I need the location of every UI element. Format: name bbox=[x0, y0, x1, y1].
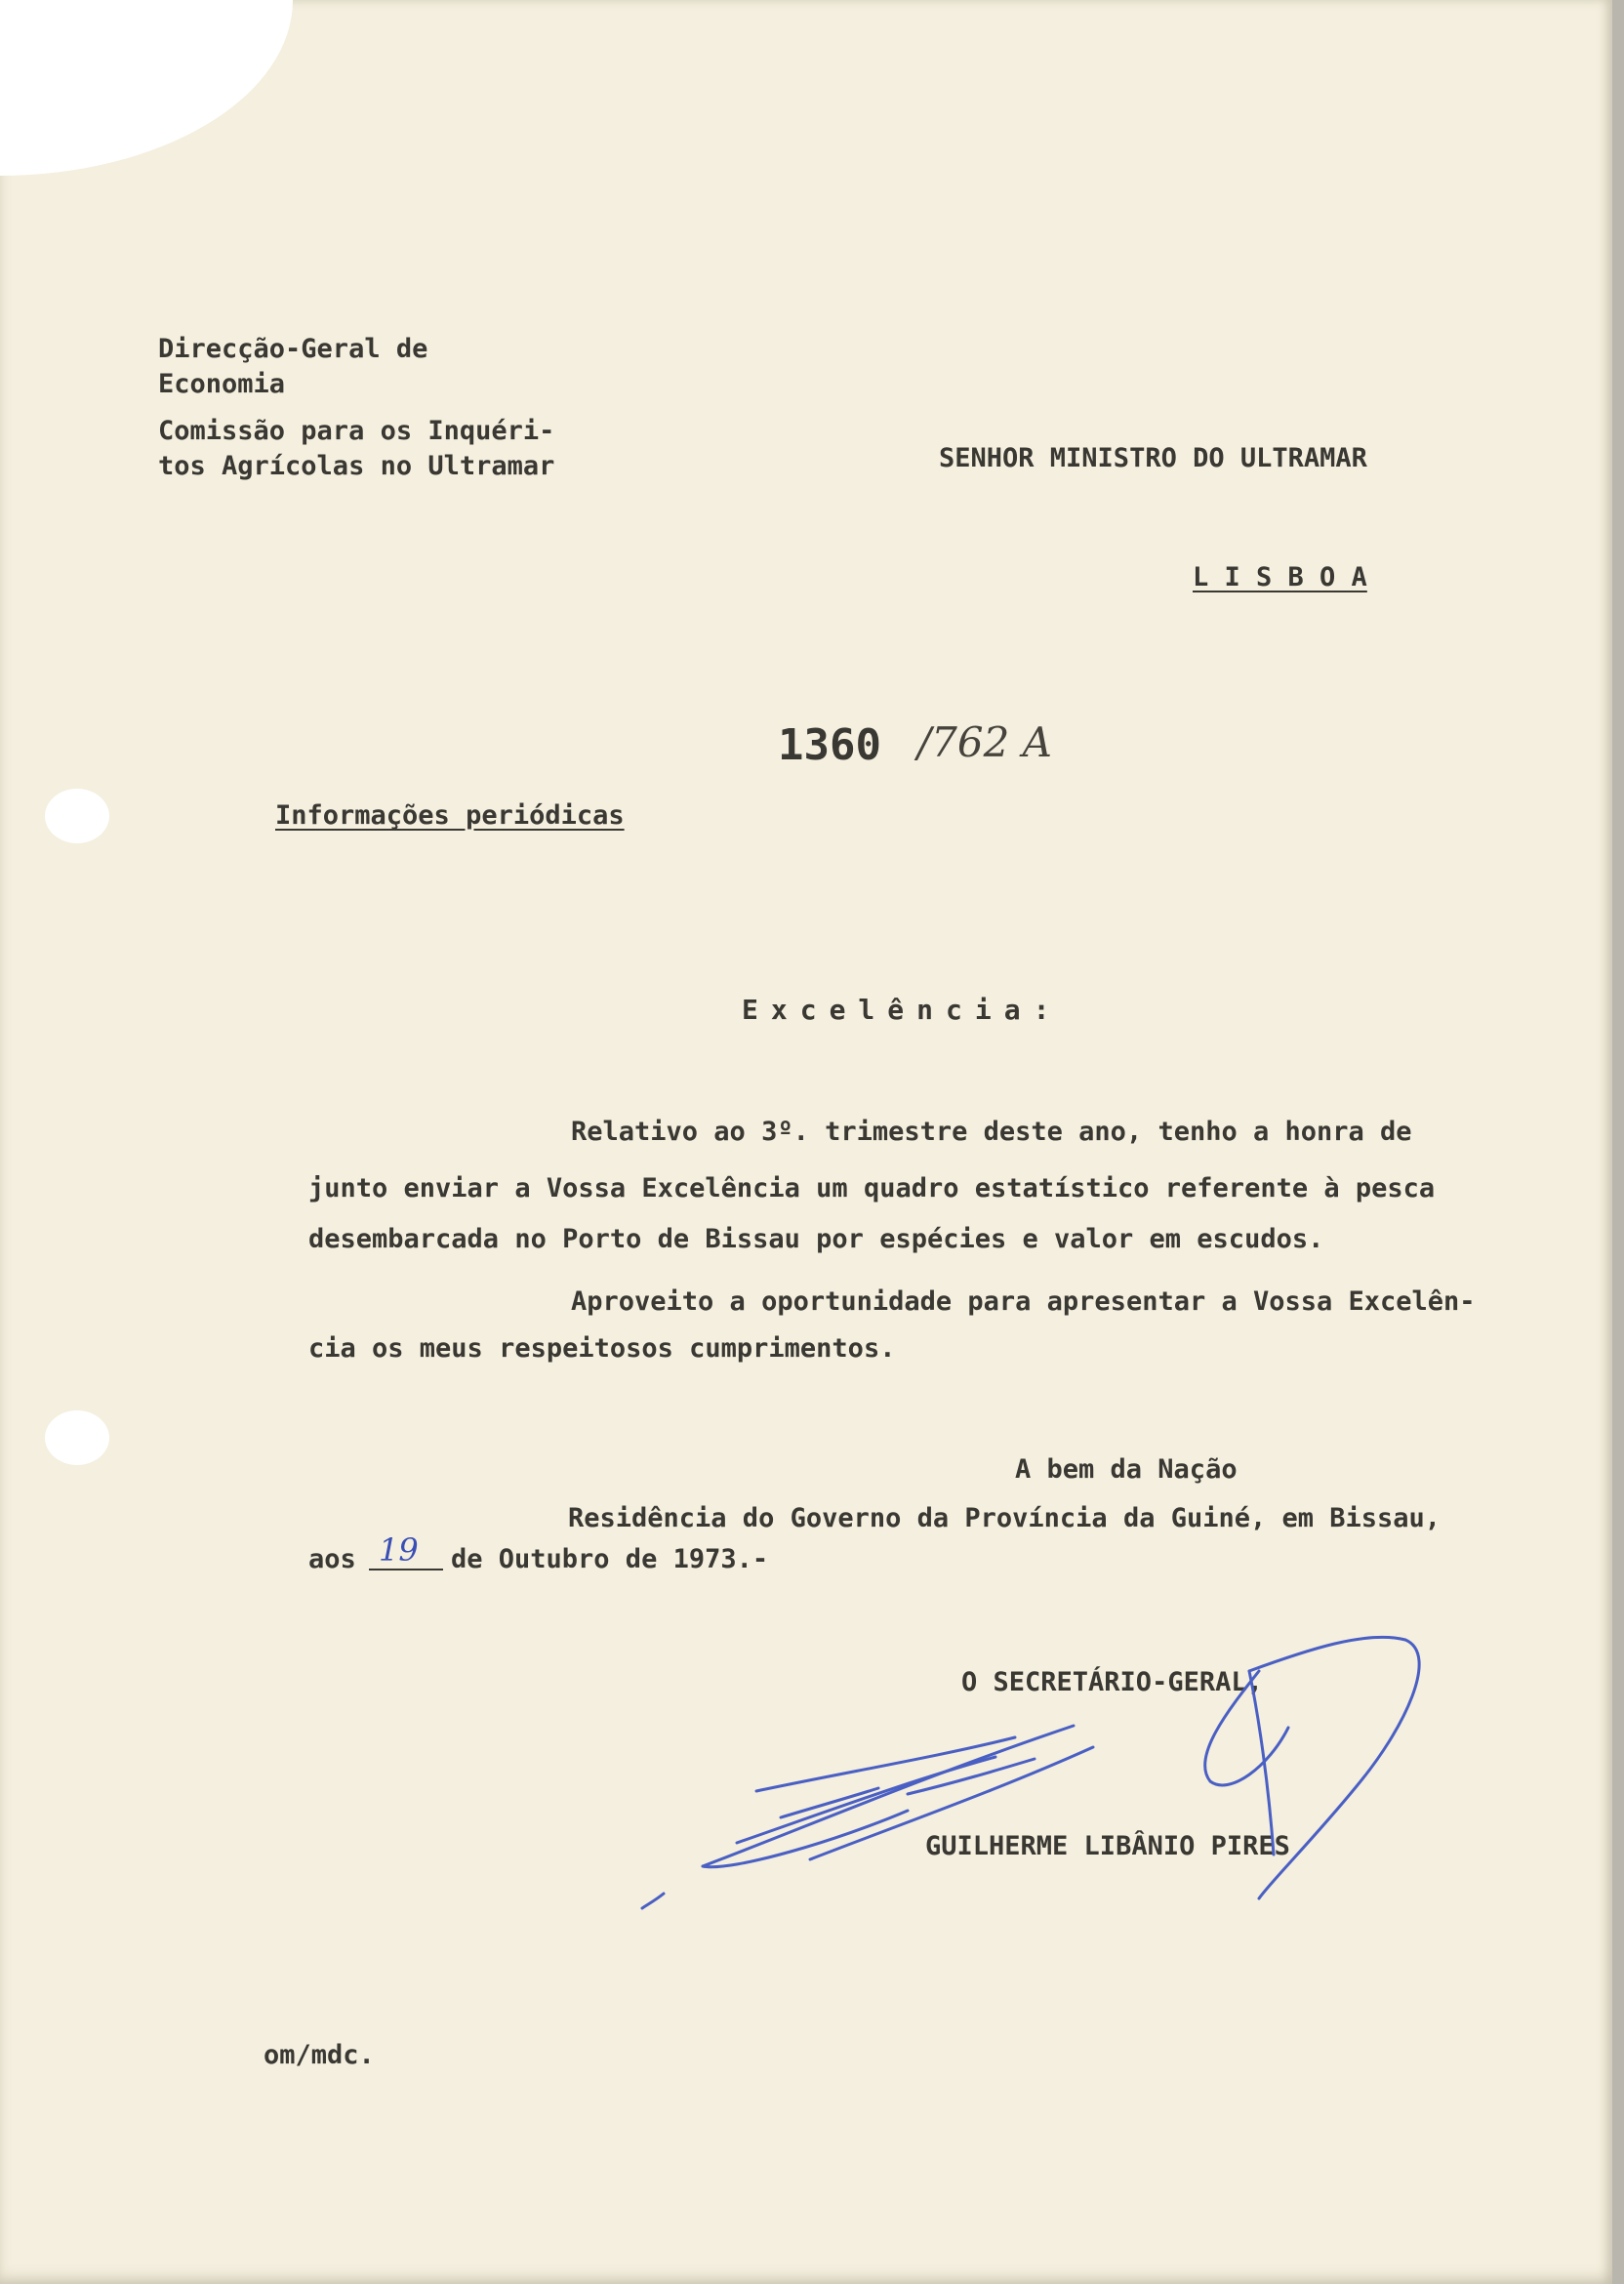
commission-line-2: tos Agrícolas no Ultramar bbox=[158, 451, 555, 481]
closing-motto: A bem da Nação bbox=[1015, 1454, 1238, 1485]
date-prefix: aos bbox=[308, 1544, 356, 1574]
reference-number: 1360 bbox=[778, 720, 881, 770]
signatory-name: GUILHERME LIBÂNIO PIRES bbox=[925, 1831, 1290, 1861]
date-day-handwritten: 19 bbox=[379, 1531, 419, 1569]
punch-hole-bottom bbox=[45, 1410, 109, 1465]
punch-hole-top bbox=[45, 789, 109, 843]
body-p2-line-2: cia os meus respeitosos cumprimentos. bbox=[308, 1333, 896, 1364]
torn-corner bbox=[0, 0, 293, 176]
recipient-city: L I S B O A bbox=[1193, 562, 1367, 592]
dept-line-1: Direcção-Geral de bbox=[158, 334, 428, 364]
closing-place: Residência do Governo da Província da Guiné, em Bissau, bbox=[568, 1503, 1441, 1533]
typist-initials: om/mdc. bbox=[264, 2040, 375, 2070]
subject-line: Informações periódicas bbox=[275, 800, 625, 831]
body-p1-line-1: Relativo ao 3º. trimestre deste ano, tenho a honra de bbox=[571, 1117, 1412, 1147]
dept-line-2: Economia bbox=[158, 369, 286, 399]
body-p1-line-3: desembarcada no Porto de Bissau por espécies e valor em escudos. bbox=[308, 1224, 1324, 1254]
handwritten-signature bbox=[586, 1562, 1464, 1933]
body-p1-line-2: junto enviar a Vossa Excelência um quadro estatístico referente à pesca bbox=[308, 1173, 1436, 1203]
reference-handwritten: /762 A bbox=[917, 718, 1052, 766]
commission-line-1: Comissão para os Inquéri- bbox=[158, 416, 555, 446]
date-suffix: de Outubro de 1973.- bbox=[451, 1544, 769, 1574]
body-p2-line-1: Aproveito a oportunidade para apresentar a Vossa Excelên- bbox=[571, 1286, 1476, 1317]
date-day-underline bbox=[369, 1569, 443, 1570]
salutation: Excelência: bbox=[742, 994, 1063, 1026]
recipient-name: SENHOR MINISTRO DO ULTRAMAR bbox=[939, 443, 1367, 473]
signatory-title: O SECRETÁRIO-GERAL, bbox=[961, 1667, 1263, 1697]
